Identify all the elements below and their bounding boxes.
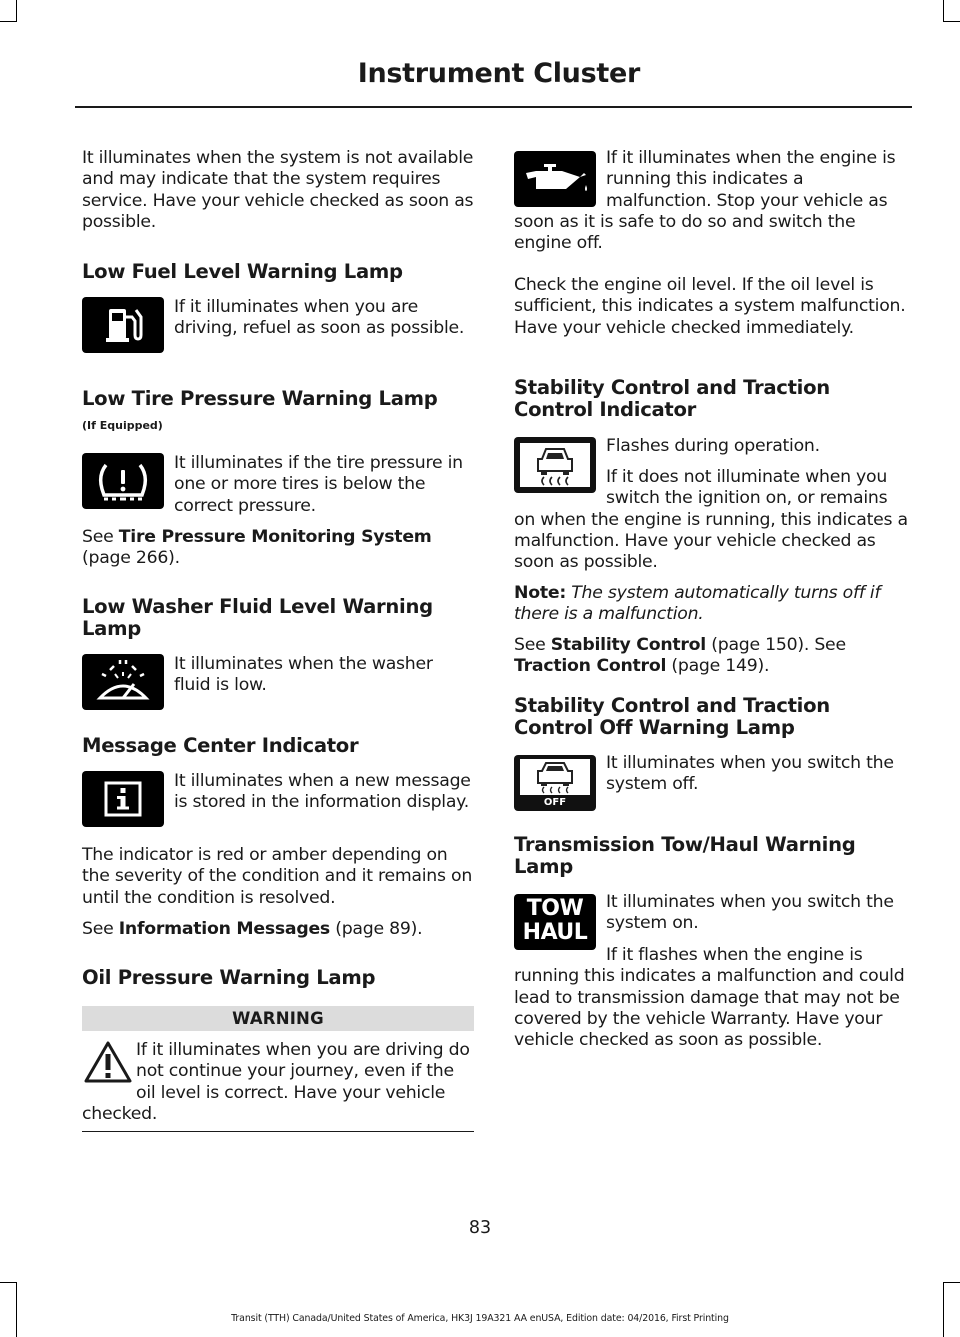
tire-see-reference (82, 527, 474, 570)
section-heading-stability: Stability Control and Traction Control Indicator (514, 376, 830, 421)
oil-running-description: If it illuminates when the engine is running this indicates a malfunction. Stop your vehicle as soon as it is safe to do so and switch the engine off. (514, 148, 896, 254)
see-page: (page 266). (82, 548, 180, 569)
section-heading-fuel: Low Fuel Level Warning Lamp (82, 260, 403, 283)
crop-mark (0, 21, 17, 22)
tow-haul-icon (514, 894, 596, 950)
tire-description: It illuminates if the tire pressure in one or more tires is below the correct pressure. (174, 453, 463, 516)
warning-divider (82, 1131, 474, 1132)
washer-fluid-icon (82, 654, 164, 710)
note-text: The system automatically turns off if there is a malfunction. (514, 583, 881, 625)
tire-pressure-icon (82, 453, 164, 509)
section-heading-tow: Transmission Tow/Haul Warning Lamp (514, 833, 856, 878)
icon-spacer (514, 467, 606, 497)
crop-mark (16, 1282, 17, 1337)
washer-description: It illuminates when the washer fluid is low. (174, 654, 433, 696)
traction-control-link[interactable]: Traction Control (514, 656, 667, 677)
icon-spacer (514, 945, 606, 952)
intro-paragraph: It illuminates when the system is not available and may indicate that the system requires service. Have your vehicle checked as soon as possible. (82, 148, 474, 232)
fuel-pump-icon (82, 297, 164, 353)
haul-label: HAUL (522, 920, 588, 945)
information-messages-link[interactable]: Information Messages (118, 919, 330, 939)
message-body: The indicator is red or amber depending on the severity of the condition and it remains on until the condition is resolved. (82, 845, 473, 908)
stability-control-link[interactable]: Stability Control (550, 635, 706, 655)
section-heading-oil: Oil Pressure Warning Lamp (82, 966, 376, 989)
section-heading-message: Message Center Indicator (82, 734, 359, 757)
tow-on-text: It illuminates when you switch the system on. (606, 892, 894, 934)
page-title: Instrument Cluster (357, 58, 640, 89)
stability-off-description: It illuminates when you switch the system off. (606, 753, 894, 795)
tow-label: TOW (526, 896, 584, 921)
icon-spacer (514, 148, 606, 210)
note-label: Note: (514, 583, 566, 603)
footer-edition: Transit (TTH) Canada/United States of America, HK3J 19A321 AA enUSA, Edition date: 04/2016, First Printing (231, 1313, 729, 1324)
crop-mark (943, 0, 944, 22)
see-prefix: See (82, 527, 119, 547)
crop-mark (16, 0, 17, 22)
oil-check-text: Check the engine oil level. If the oil level is sufficient, this indicates a system malfunction. Have your vehicle checked immediately. (514, 275, 906, 338)
message-see-reference: See Information Messages (page 89). (82, 919, 423, 939)
crop-mark (0, 1282, 17, 1283)
skidding-car-off-icon (514, 755, 596, 811)
crop-mark (943, 21, 960, 22)
message-description: It illuminates when a new message is stored in the information display. (174, 771, 471, 813)
header-divider (75, 106, 912, 108)
icon-spacer (82, 1040, 136, 1102)
stability-note (514, 583, 909, 626)
stability-flashes-text: Flashes during operation. (606, 436, 820, 456)
section-subheading-tire: (If Equipped) (82, 419, 163, 432)
fuel-description: If it illuminates when you are driving, refuel as soon as possible. (174, 297, 465, 339)
page-number: 83 (468, 1218, 492, 1238)
section-heading-washer: Low Washer Fluid Level Warning Lamp (82, 595, 433, 640)
section-heading-tire: Low Tire Pressure Warning Lamp (82, 387, 438, 410)
stability-see-references: See Stability Control (page 150). See Traction Control (page 149). (514, 635, 846, 677)
crop-mark (943, 1282, 944, 1337)
tire-pressure-link[interactable]: Tire Pressure Monitoring System (118, 527, 432, 547)
crop-mark (943, 1282, 960, 1283)
warning-label: WARNING (82, 1006, 474, 1031)
section-heading-stability-off: Stability Control and Traction Control Off Warning Lamp (514, 694, 830, 739)
stability-malfunction-text: If it does not illuminate when you switch the ignition on, or remains on when the engine is running, this indicates a malfunction. Have your vehicle checked as soon as possible. (514, 467, 908, 573)
warning-text: If it illuminates when you are driving do not continue your journey, even if the oil level is correct. Have your vehicle checked. (82, 1040, 470, 1124)
off-label: OFF (543, 797, 567, 808)
info-icon (82, 771, 164, 827)
tow-flash-text: If it flashes when the engine is running this indicates a malfunction and could lead to transmission damage that may not be covered by the vehicle Warranty. Have your vehicle checked as soon as possible. (514, 945, 905, 1051)
